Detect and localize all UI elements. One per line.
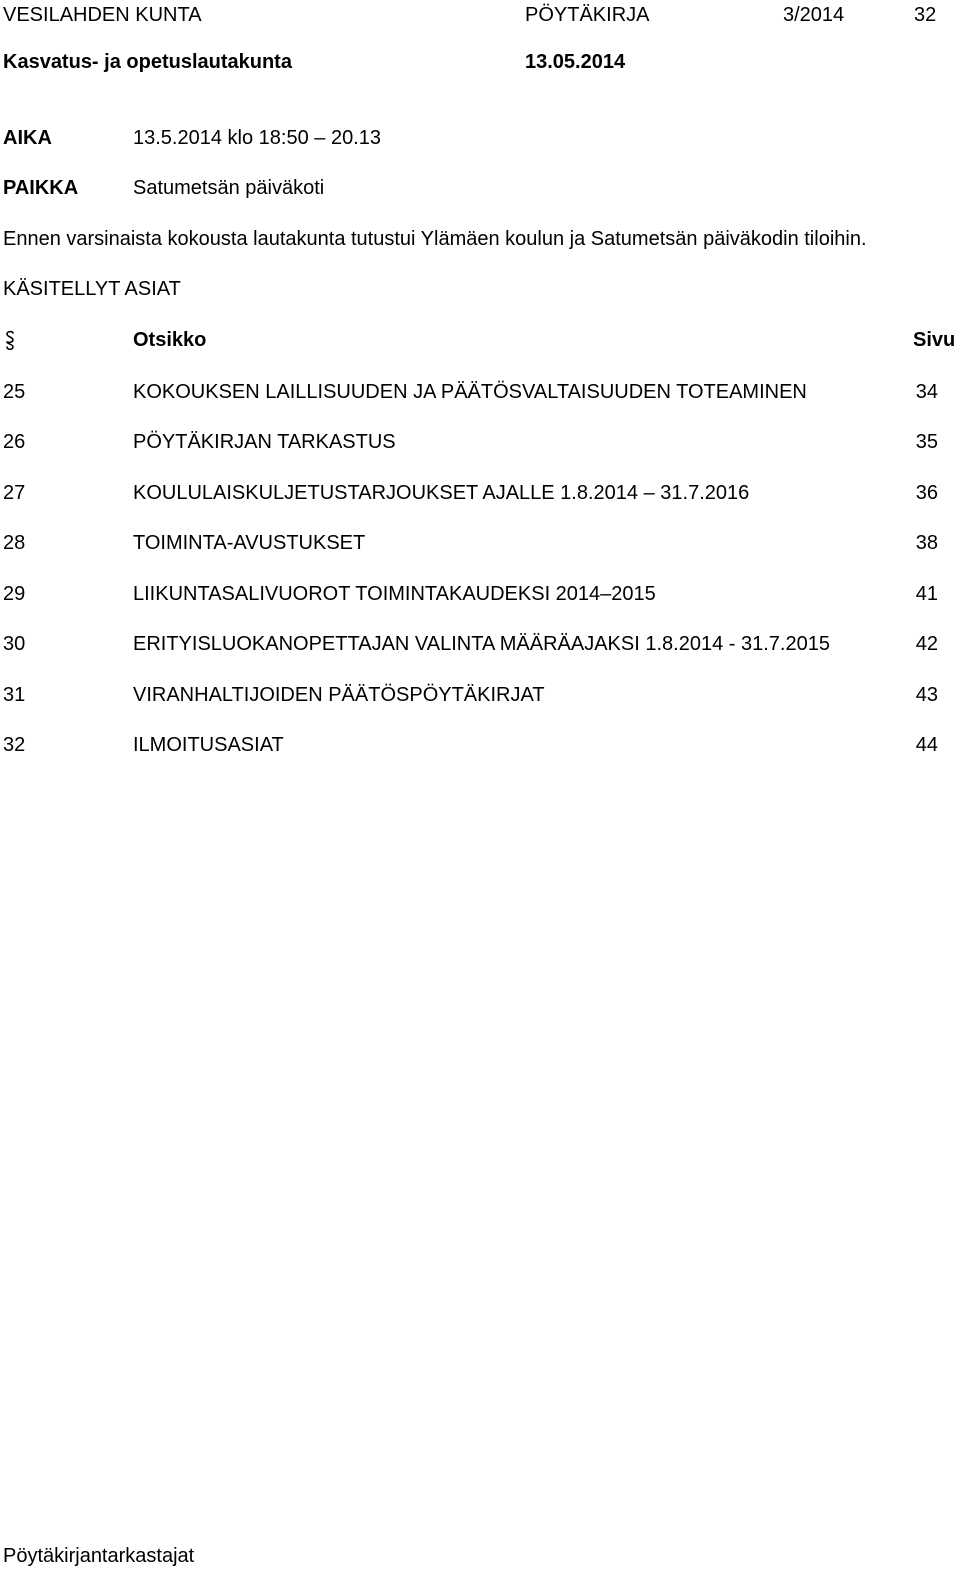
agenda-item-title: KOKOUKSEN LAILLISUUDEN JA PÄÄTÖSVALTAISUUDEN TOTEAMINEN <box>133 381 807 403</box>
agenda-item-page: 43 <box>915 684 938 706</box>
page-number: 32 <box>914 4 937 26</box>
agenda-item-page: 42 <box>915 633 938 655</box>
agenda-row <box>0 684 960 708</box>
footer-label: Pöytäkirjantarkastajat <box>3 1545 195 1567</box>
org-name: VESILAHDEN KUNTA <box>3 4 202 26</box>
agenda-item-number: 28 <box>3 532 26 554</box>
time-label: AIKA <box>3 127 52 149</box>
agenda-item-title: TOIMINTA-AVUSTUKSET <box>133 532 366 554</box>
agenda-item-number: 31 <box>3 684 26 706</box>
agenda-row <box>0 431 960 455</box>
agenda-heading: KÄSITELLYT ASIAT <box>3 278 181 300</box>
doc-type: PÖYTÄKIRJA <box>525 4 650 26</box>
place-label: PAIKKA <box>3 177 79 199</box>
agenda-item-title: KOULULAISKULJETUSTARJOUKSET AJALLE 1.8.2014 – 31.7.2016 <box>133 482 750 504</box>
agenda-item-page: 38 <box>915 532 938 554</box>
agenda-item-number: 30 <box>3 633 26 655</box>
column-title-header: Otsikko <box>133 329 207 351</box>
agenda-item-title: VIRANHALTIJOIDEN PÄÄTÖSPÖYTÄKIRJAT <box>133 684 545 706</box>
committee-name: Kasvatus- ja opetuslautakunta <box>3 51 292 73</box>
intro-text: Ennen varsinaista kokousta lautakunta tutustui Ylämäen koulun ja Satumetsän päiväkodin tiloihin. <box>3 228 867 250</box>
agenda-item-title: LIIKUNTASALIVUOROT TOIMINTAKAUDEKSI 2014–2015 <box>133 583 656 605</box>
column-page-header: Sivu <box>913 329 956 351</box>
agenda-item-title: ILMOITUSASIAT <box>133 734 284 756</box>
agenda-item-title: ERITYISLUOKANOPETTAJAN VALINTA MÄÄRÄAJAKSI 1.8.2014 - 31.7.2015 <box>133 633 830 655</box>
doc-number: 3/2014 <box>783 4 845 26</box>
agenda-row <box>0 583 960 607</box>
agenda-row <box>0 734 960 758</box>
agenda-item-title: PÖYTÄKIRJAN TARKASTUS <box>133 431 396 453</box>
agenda-item-page: 44 <box>915 734 938 756</box>
agenda-item-page: 36 <box>915 482 938 504</box>
agenda-item-number: 32 <box>3 734 26 756</box>
agenda-row <box>0 482 960 506</box>
agenda-item-page: 35 <box>915 431 938 453</box>
agenda-item-number: 25 <box>3 381 26 403</box>
agenda-row <box>0 633 960 657</box>
agenda-item-number: 26 <box>3 431 26 453</box>
agenda-item-number: 29 <box>3 583 26 605</box>
place-value: Satumetsän päiväkoti <box>133 177 325 199</box>
meeting-date: 13.05.2014 <box>525 51 626 73</box>
agenda-item-page: 34 <box>915 381 938 403</box>
agenda-item-number: 27 <box>3 482 26 504</box>
agenda-item-page: 41 <box>915 583 938 605</box>
time-value: 13.5.2014 klo 18:50 – 20.13 <box>133 127 381 149</box>
section-sign-icon <box>4 330 16 354</box>
agenda-row <box>0 532 960 556</box>
agenda-row <box>0 381 960 405</box>
